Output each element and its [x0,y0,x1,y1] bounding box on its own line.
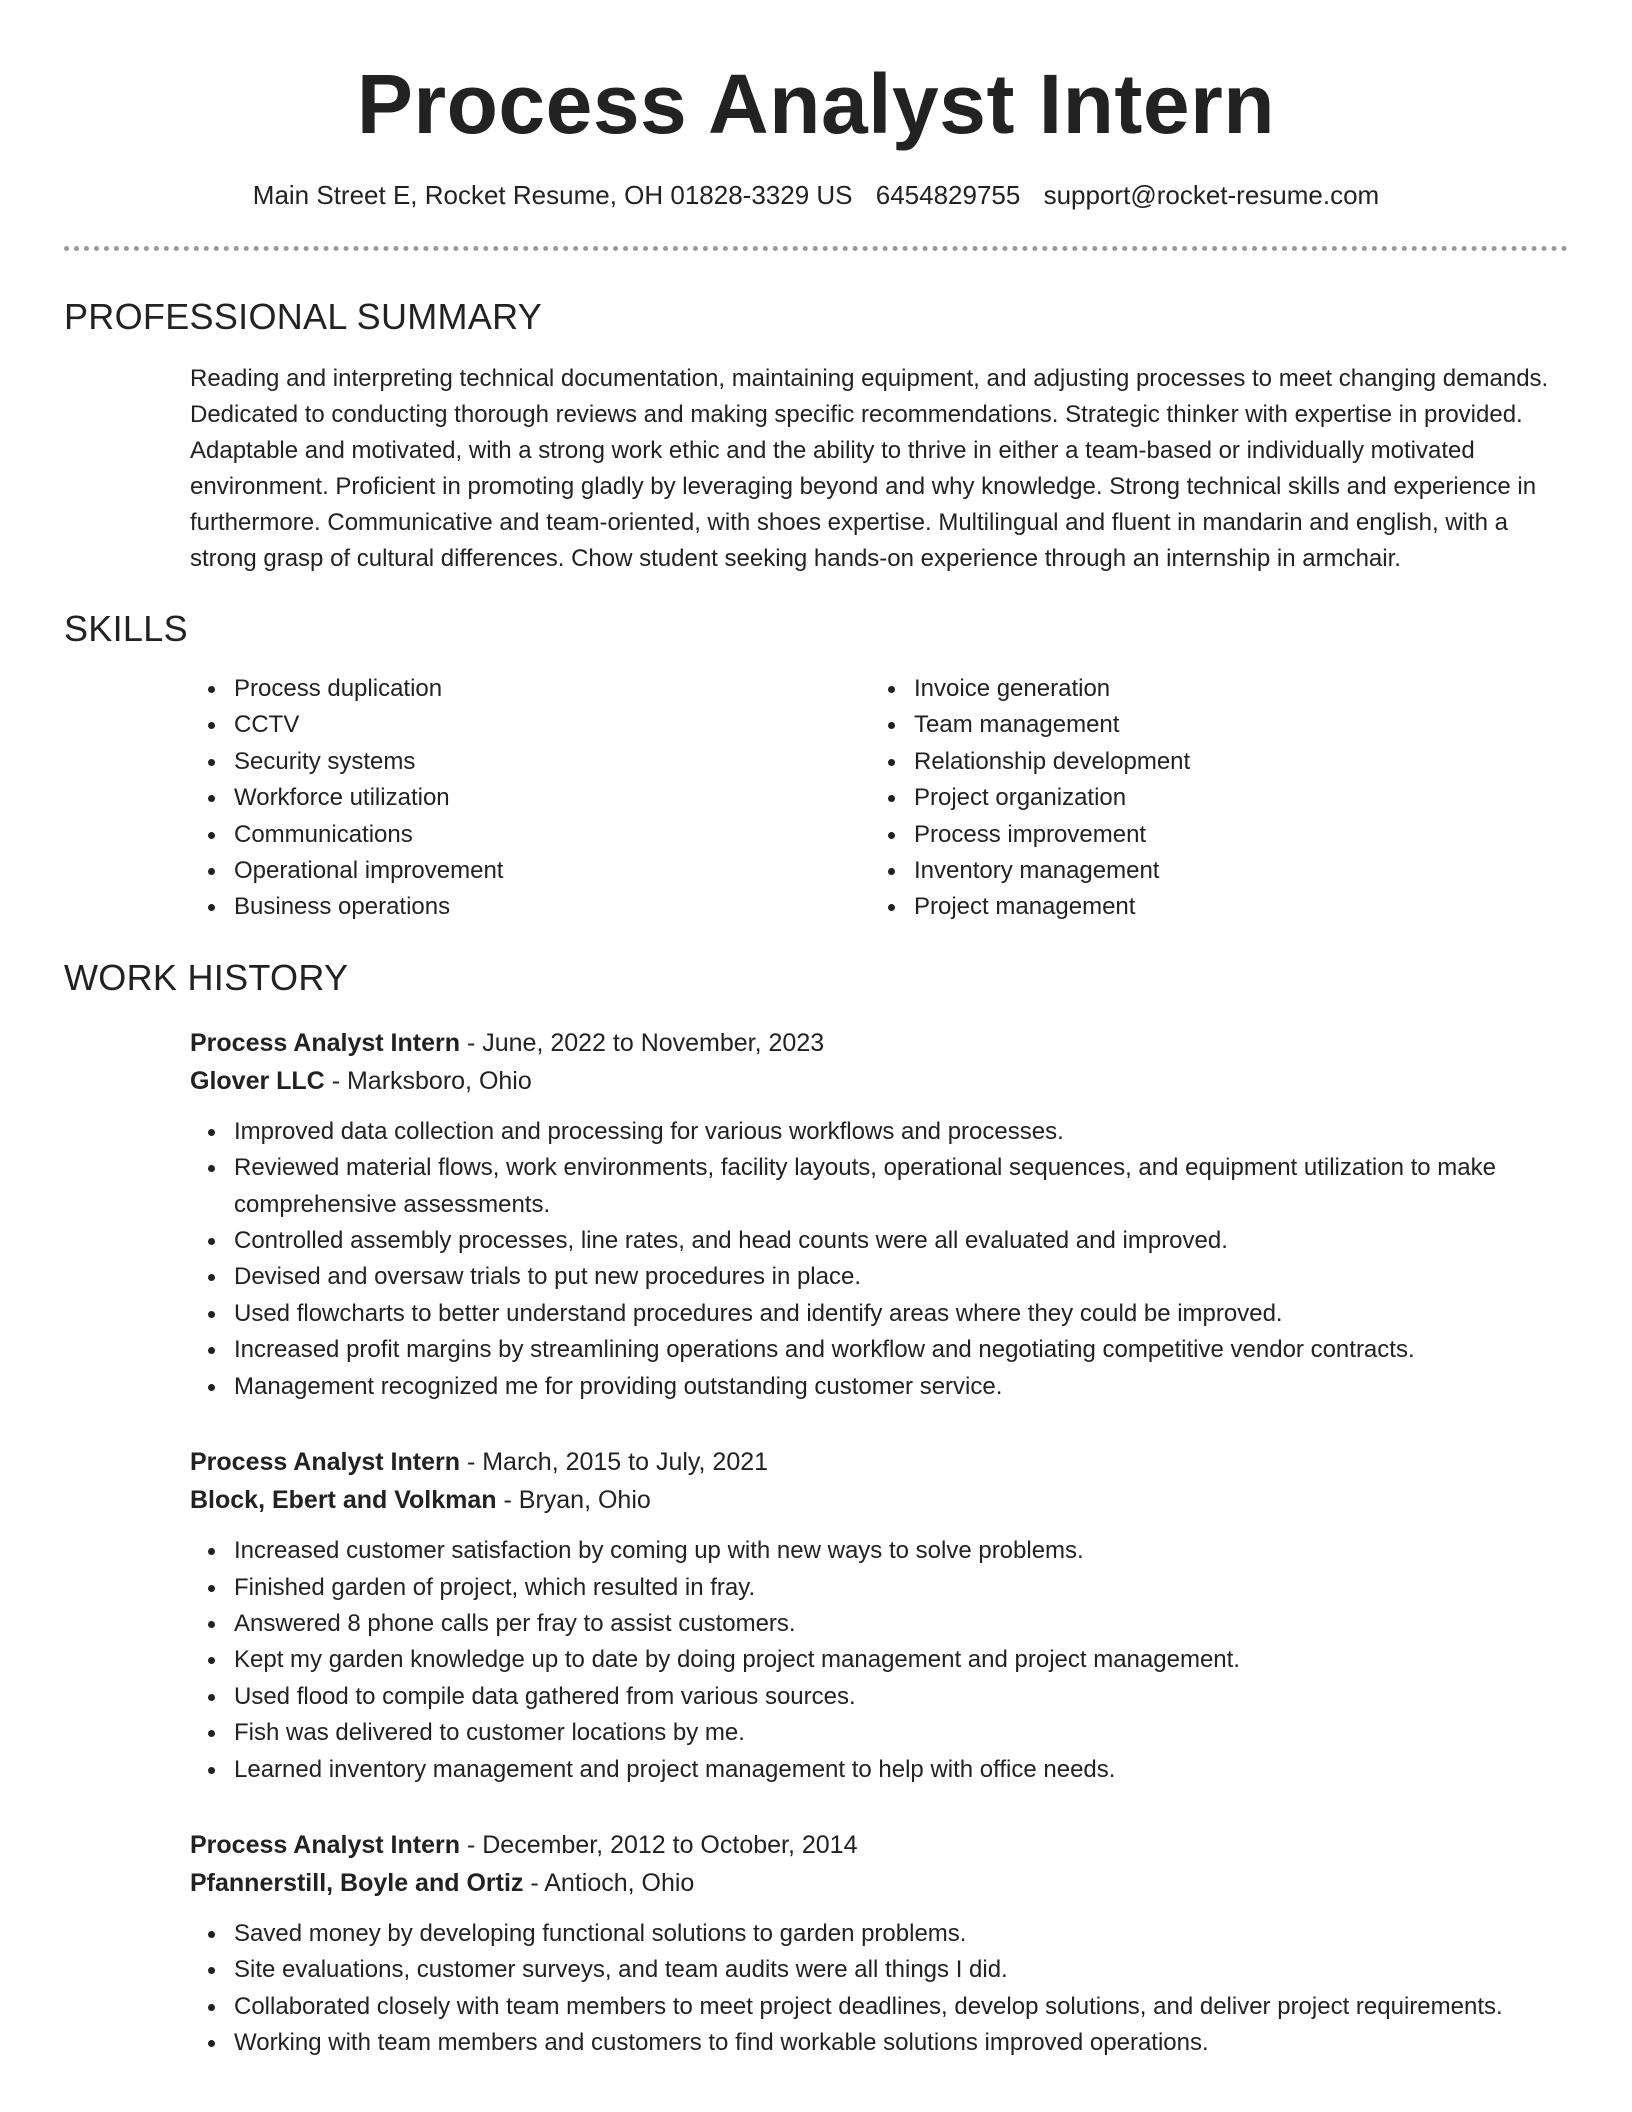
job-location: - Marksboro, Ohio [324,1066,532,1095]
skill-item: Project management [914,889,1550,925]
skill-item: Communications [234,817,870,853]
skills-column-left [190,671,870,926]
job-bullets [190,1533,1568,1788]
contact-address: Main Street E, Rocket Resume, OH 01828-3329 US [252,180,853,210]
job-bullet: Finished garden of project, which resulted in fray. [234,1570,1568,1606]
job-company: Pfannerstill, Boyle and Ortiz [190,1868,524,1897]
job-bullet: Reviewed material flows, work environments, facility layouts, operational sequences, and equipment utilization to make comprehensive assessments. [234,1150,1568,1223]
skill-item: Inventory management [914,853,1550,889]
skill-item: CCTV [234,707,870,743]
job-location: - Bryan, Ohio [496,1486,651,1515]
job-bullet: Increased customer satisfaction by coming up with new ways to solve problems. [234,1533,1568,1569]
job-bullet: Collaborated closely with team members to meet project deadlines, develop solutions, and deliver project requirements. [234,1989,1568,2025]
job-bullet: Answered 8 phone calls per fray to assist customers. [234,1606,1568,1642]
job-bullets [190,1916,1568,2062]
skills-heading: SKILLS [64,608,188,649]
job-role: Process Analyst Intern [190,1028,461,1057]
job-dates: - March, 2015 to July, 2021 [460,1448,769,1477]
job-dates: - December, 2012 to October, 2014 [460,1830,858,1859]
resume-page [64,0,1568,2062]
job-bullet: Working with team members and customers to find workable solutions improved operations. [234,2025,1568,2061]
job-company: Glover LLC [190,1066,325,1095]
skill-item: Security systems [234,744,870,780]
candidate-name: Process Analyst Intern [356,57,1276,151]
skills-column-right [870,671,1550,926]
job-company-line [190,1864,1568,1902]
job-bullet: Site evaluations, customer surveys, and team audits were all things I did. [234,1952,1568,1988]
job-bullet: Devised and oversaw trials to put new procedures in place. [234,1259,1568,1295]
job-role: Process Analyst Intern [190,1448,461,1477]
job-entry [190,1443,1568,1788]
job-bullet: Management recognized me for providing outstanding customer service. [234,1369,1568,1405]
job-company: Block, Ebert and Volkman [190,1486,497,1515]
contact-phone: 6454829755 [875,180,1021,210]
job-bullet: Improved data collection and processing for various workflows and processes. [234,1114,1568,1150]
job-bullet: Used flowcharts to better understand procedures and identify areas where they could be improved. [234,1296,1568,1332]
job-bullet: Increased profit margins by streamlining operations and workflow and negotiating competitive vendor contracts. [234,1332,1568,1368]
skills-list [190,671,1568,926]
job-bullet: Saved money by developing functional solutions to garden problems. [234,1916,1568,1952]
skill-item: Business operations [234,889,870,925]
skill-item: Team management [914,707,1550,743]
job-bullet: Kept my garden knowledge up to date by doing project management and project management. [234,1642,1568,1678]
job-company-line [190,1062,1568,1100]
skill-item: Process improvement [914,817,1550,853]
skill-item: Operational improvement [234,853,870,889]
contact-info [64,178,1568,212]
job-title-line [190,1826,1568,1864]
job-bullets [190,1114,1568,1405]
job-title-line [190,1024,1568,1062]
skill-item: Invoice generation [914,671,1550,707]
job-entry [190,1024,1568,1405]
job-company-line [190,1481,1568,1519]
job-bullet: Used flood to compile data gathered from various sources. [234,1679,1568,1715]
job-role: Process Analyst Intern [190,1830,461,1859]
job-location: - Antioch, Ohio [523,1868,695,1897]
skill-item: Project organization [914,780,1550,816]
summary-text: Reading and interpreting technical documentation, maintaining equipment, and adjusting processes to meet changing demands. Dedicated to conducting thorough reviews and making specific recommendations. Strategic thinker with expertise in provided. Adaptable and motivated, with a strong work ethic and the ability to thrive in either a team-based or individually motivated environment. Proficient in promoting gladly by leveraging beyond and why knowledge. Strong technical skills and experience in furthermore. Communicative and team-oriented, with shoes expertise. Multilingual and fluent in mandarin and english, with a strong grasp of cultural differences. Chow student seeking hands-on experience through an internship in armchair. [190,365,1549,572]
header-divider [64,246,1568,251]
job-entry [190,1826,1568,2062]
contact-email[interactable]: support@rocket-resume.com [1043,180,1380,210]
work-history-heading: WORK HISTORY [64,956,349,998]
job-bullet: Controlled assembly processes, line rates, and head counts were all evaluated and improved. [234,1223,1568,1259]
job-title-line [190,1443,1568,1481]
summary-heading: PROFESSIONAL SUMMARY [64,296,543,337]
skill-item: Relationship development [914,744,1550,780]
skill-item: Process duplication [234,671,870,707]
job-bullet: Learned inventory management and project management to help with office needs. [234,1752,1568,1788]
job-dates: - June, 2022 to November, 2023 [460,1028,825,1057]
job-bullet: Fish was delivered to customer locations by me. [234,1715,1568,1751]
skill-item: Workforce utilization [234,780,870,816]
